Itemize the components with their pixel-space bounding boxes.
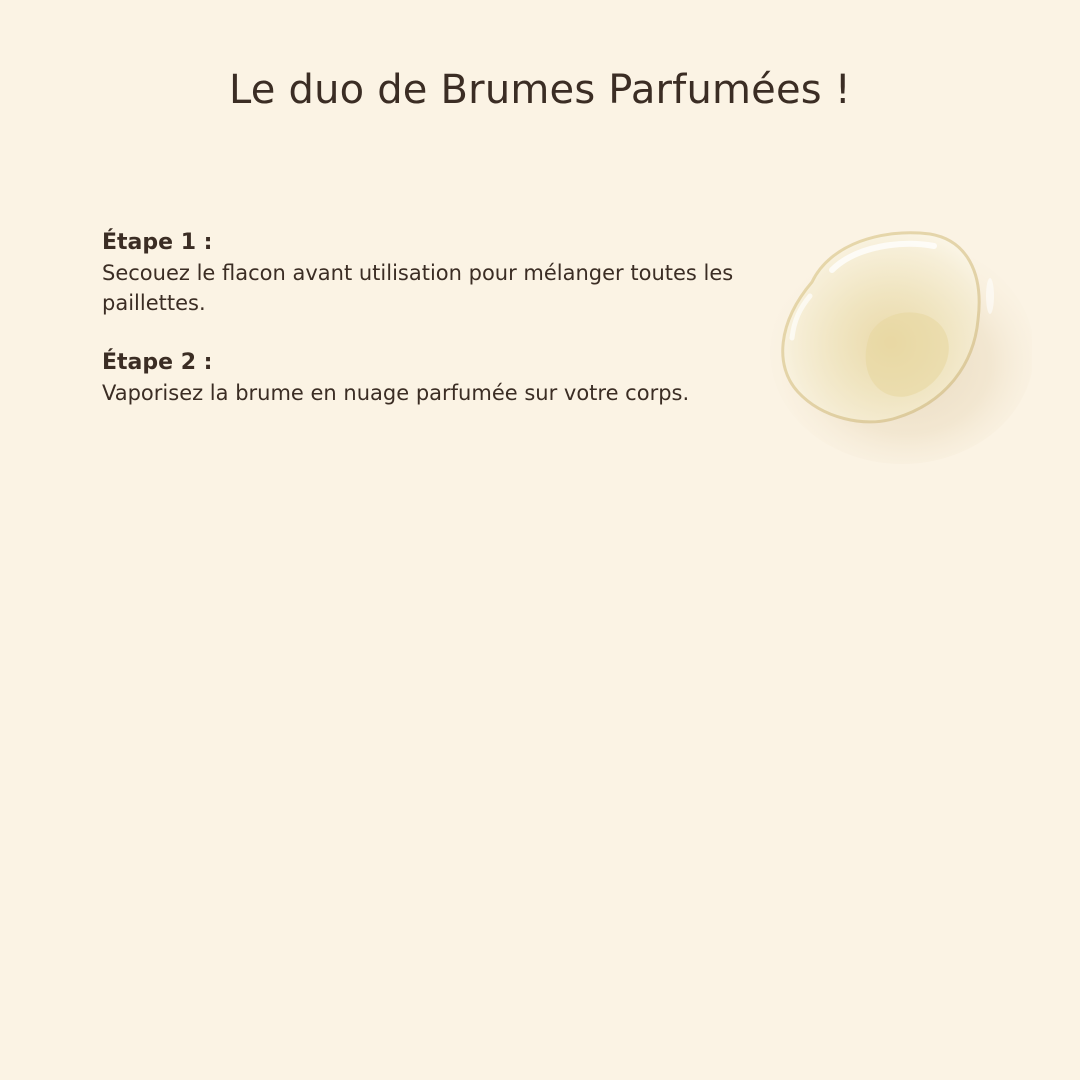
step-label: Étape 1 : [102,230,213,255]
step-text: Vaporisez la brume en nuage parfumée sur votre corps. [102,381,690,405]
step-item [102,348,742,408]
steps-list [102,228,742,438]
step-label: Étape 2 : [102,350,213,375]
page-title: Le duo de Brumes Parfumées ! [228,67,851,113]
mist-drop-icon [752,212,1032,472]
step-item [102,228,742,318]
step-text: Secouez le flacon avant utilisation pour mélanger toutes les paillettes. [102,261,734,315]
